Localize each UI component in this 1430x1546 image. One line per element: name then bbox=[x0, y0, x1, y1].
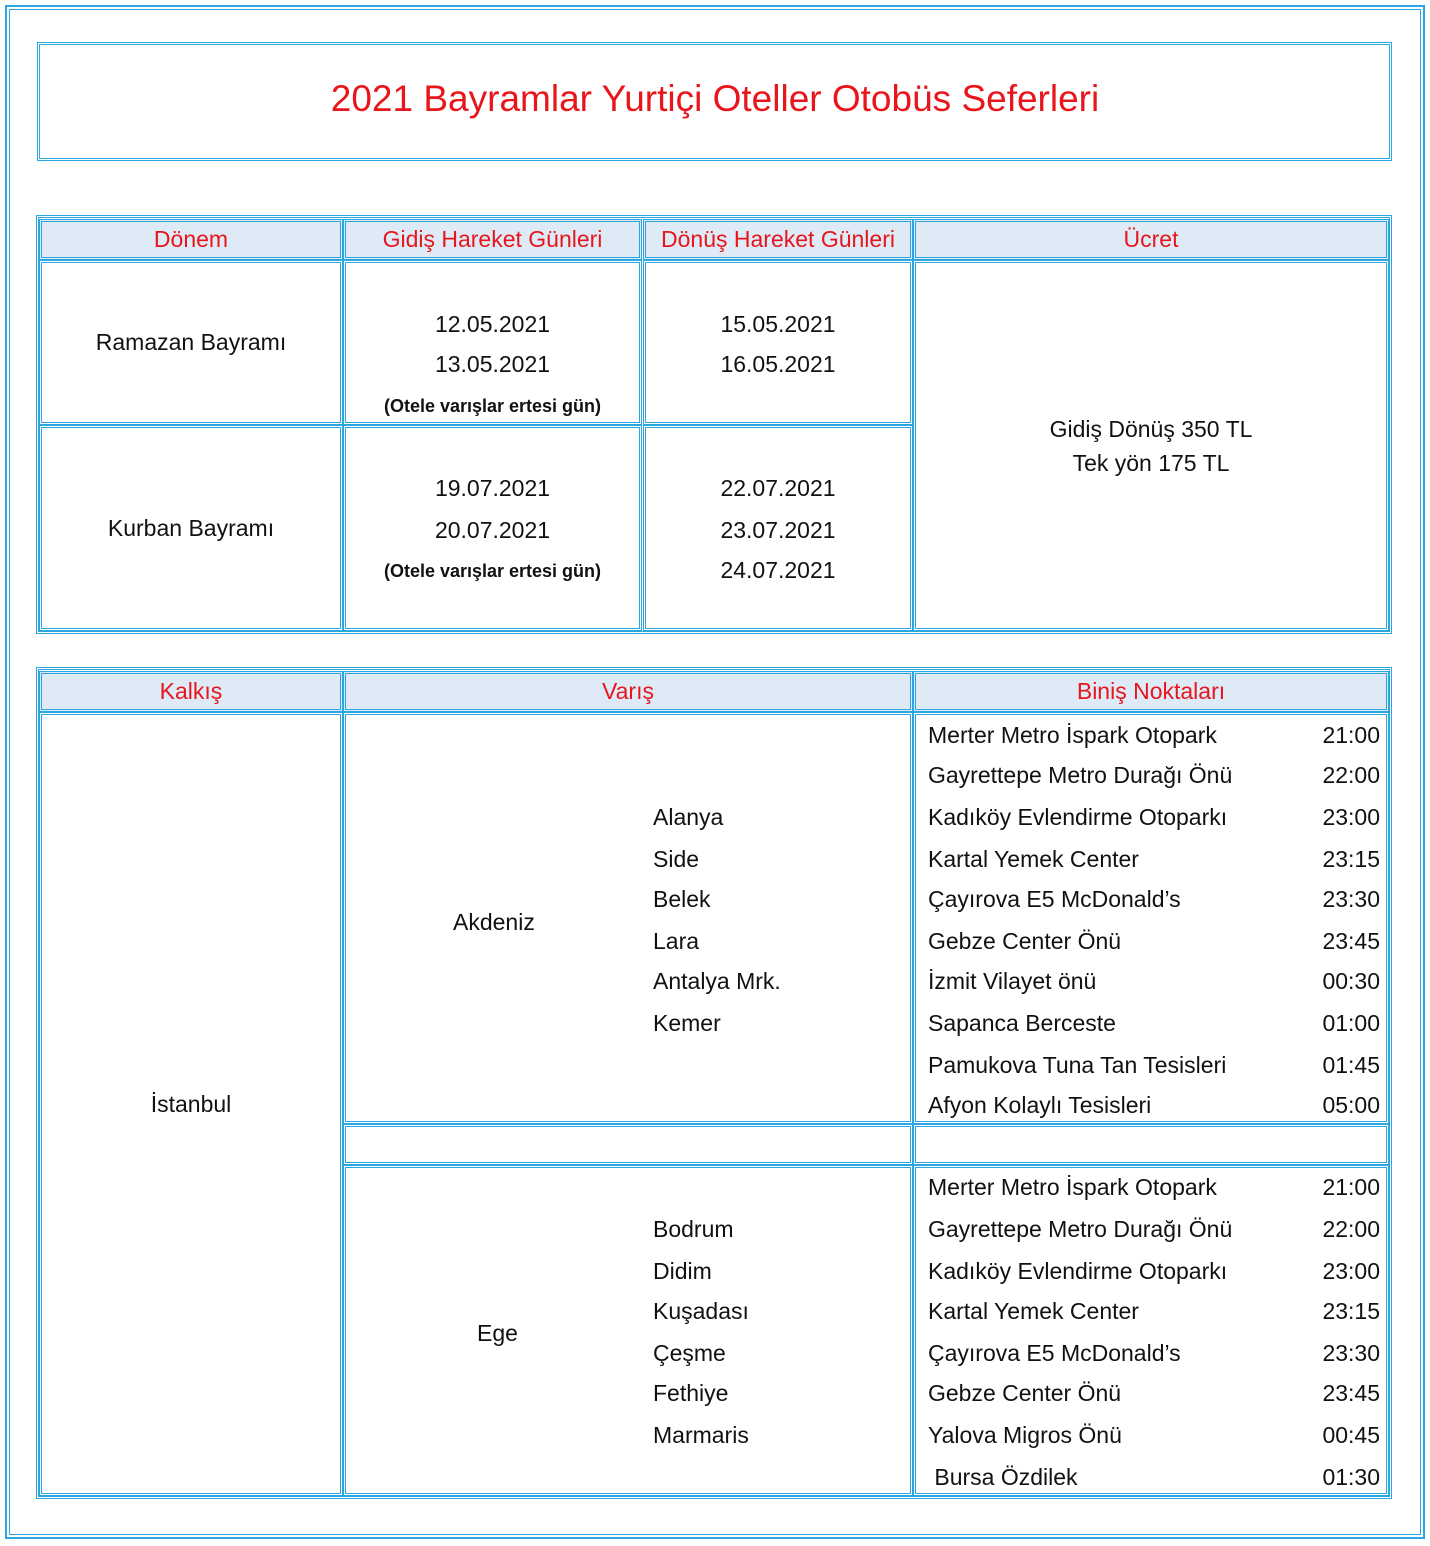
destination-item: Belek bbox=[653, 886, 711, 912]
stop-name: Kadıköy Evlendirme Otoparkı bbox=[928, 1258, 1228, 1284]
stop-name: Sapanca Berceste bbox=[928, 1010, 1116, 1036]
stops-cell-ege bbox=[913, 1165, 1389, 1496]
departure-date: 19.07.2021 bbox=[434, 475, 551, 501]
stop-name: Kadıköy Evlendirme Otoparkı bbox=[928, 804, 1228, 830]
departure-city: İstanbul bbox=[150, 1090, 232, 1117]
stop-name: Gayrettepe Metro Durağı Önü bbox=[928, 762, 1233, 788]
return-date: 23.07.2021 bbox=[720, 517, 836, 543]
header-arrival: Varış bbox=[343, 671, 913, 712]
header-boarding-points: Biniş Noktaları bbox=[913, 671, 1389, 712]
stop-time: 05:00 bbox=[1322, 1092, 1380, 1118]
departure-date: 12.05.2021 bbox=[434, 311, 551, 337]
stop-name: Merter Metro İspark Otopark bbox=[928, 722, 1217, 748]
departure-city-cell bbox=[39, 712, 343, 1496]
destination-item: Alanya bbox=[653, 804, 724, 830]
spacer-cell-stops bbox=[913, 1124, 1389, 1165]
stop-time: 01:45 bbox=[1322, 1052, 1380, 1078]
region-name: Akdeniz bbox=[453, 909, 535, 935]
region-cell-akdeniz bbox=[343, 712, 913, 1124]
stop-time: 23:30 bbox=[1322, 886, 1380, 912]
departure-cell-ramazan bbox=[343, 260, 642, 425]
stop-name: Yalova Migros Önü bbox=[928, 1422, 1122, 1448]
stop-time: 00:30 bbox=[1322, 968, 1380, 994]
stop-name: Gayrettepe Metro Durağı Önü bbox=[928, 1216, 1233, 1242]
departure-date: 20.07.2021 bbox=[434, 517, 551, 543]
stop-time: 23:00 bbox=[1322, 804, 1380, 830]
stop-name: Kartal Yemek Center bbox=[928, 1298, 1139, 1324]
stop-time: 23:15 bbox=[1322, 1298, 1380, 1324]
header-departure-days: Gidiş Hareket Günleri bbox=[343, 219, 642, 260]
departure-cell-kurban bbox=[343, 425, 642, 631]
stop-time: 01:00 bbox=[1322, 1010, 1380, 1036]
stop-time: 23:15 bbox=[1322, 846, 1380, 872]
destination-item: Lara bbox=[653, 928, 700, 954]
stop-time: 21:00 bbox=[1322, 722, 1380, 748]
fee-round-trip: Gidiş Dönüş 350 TL bbox=[1049, 416, 1253, 442]
region-cell-ege bbox=[343, 1165, 913, 1496]
header-departure: Kalkış bbox=[39, 671, 343, 712]
header-period: Dönem bbox=[39, 219, 343, 260]
stop-name: Gebze Center Önü bbox=[928, 1380, 1122, 1406]
stop-name: İzmit Vilayet önü bbox=[928, 968, 1097, 994]
return-date: 22.07.2021 bbox=[720, 475, 836, 501]
stop-name: Çayırova E5 McDonald’s bbox=[928, 886, 1181, 912]
destination-item: Didim bbox=[653, 1258, 712, 1284]
stop-time: 23:00 bbox=[1322, 1258, 1380, 1284]
destination-item: Marmaris bbox=[653, 1422, 749, 1448]
stop-time: 23:45 bbox=[1322, 928, 1380, 954]
stop-name: Merter Metro İspark Otopark bbox=[928, 1174, 1217, 1200]
return-cell-ramazan bbox=[643, 260, 913, 425]
destination-item: Kemer bbox=[653, 1010, 721, 1036]
arrival-note: (Otele varışlar ertesi gün) bbox=[383, 396, 602, 416]
return-date: 16.05.2021 bbox=[720, 351, 836, 377]
header-return-days: Dönüş Hareket Günleri bbox=[643, 219, 913, 260]
spacer-cell-arrival bbox=[343, 1124, 913, 1165]
region-name: Ege bbox=[477, 1320, 518, 1346]
return-date: 24.07.2021 bbox=[720, 557, 836, 583]
destination-item: Çeşme bbox=[653, 1340, 726, 1366]
destination-item: Fethiye bbox=[653, 1380, 729, 1406]
destination-item: Kuşadası bbox=[653, 1298, 749, 1324]
departure-date: 13.05.2021 bbox=[434, 351, 551, 377]
period-label: Ramazan Bayramı bbox=[95, 329, 287, 355]
stop-time: 23:30 bbox=[1322, 1340, 1380, 1366]
stop-time: 00:45 bbox=[1322, 1422, 1380, 1448]
stop-time: 22:00 bbox=[1322, 762, 1380, 788]
period-cell-ramazan bbox=[39, 260, 343, 425]
stop-time: 21:00 bbox=[1322, 1174, 1380, 1200]
destination-item: Bodrum bbox=[653, 1216, 734, 1242]
return-date: 15.05.2021 bbox=[720, 311, 836, 337]
page-title: 2021 Bayramlar Yurtiçi Oteller Otobüs Seferleri bbox=[330, 78, 1100, 119]
period-label: Kurban Bayramı bbox=[107, 514, 275, 541]
stops-cell-akdeniz bbox=[913, 712, 1389, 1124]
stop-name: Pamukova Tuna Tan Tesisleri bbox=[928, 1052, 1227, 1078]
header-fee: Ücret bbox=[913, 219, 1389, 260]
destination-item: Side bbox=[653, 846, 700, 872]
stop-time: 01:30 bbox=[1322, 1464, 1380, 1490]
stop-name: Çayırova E5 McDonald’s bbox=[928, 1340, 1181, 1366]
period-cell-kurban bbox=[39, 425, 343, 631]
return-cell-kurban bbox=[643, 425, 913, 631]
fee-one-way: Tek yön 175 TL bbox=[1072, 450, 1230, 476]
stop-time: 22:00 bbox=[1322, 1216, 1380, 1242]
stop-name: Afyon Kolaylı Tesisleri bbox=[928, 1092, 1152, 1118]
arrival-note: (Otele varışlar ertesi gün) bbox=[383, 561, 602, 581]
stop-time: 23:45 bbox=[1322, 1380, 1380, 1406]
stop-name: Kartal Yemek Center bbox=[928, 846, 1139, 872]
fee-cell bbox=[913, 260, 1389, 631]
stop-name: Bursa Özdilek bbox=[928, 1464, 1078, 1490]
destination-item: Antalya Mrk. bbox=[653, 968, 781, 994]
stop-name: Gebze Center Önü bbox=[928, 928, 1122, 954]
